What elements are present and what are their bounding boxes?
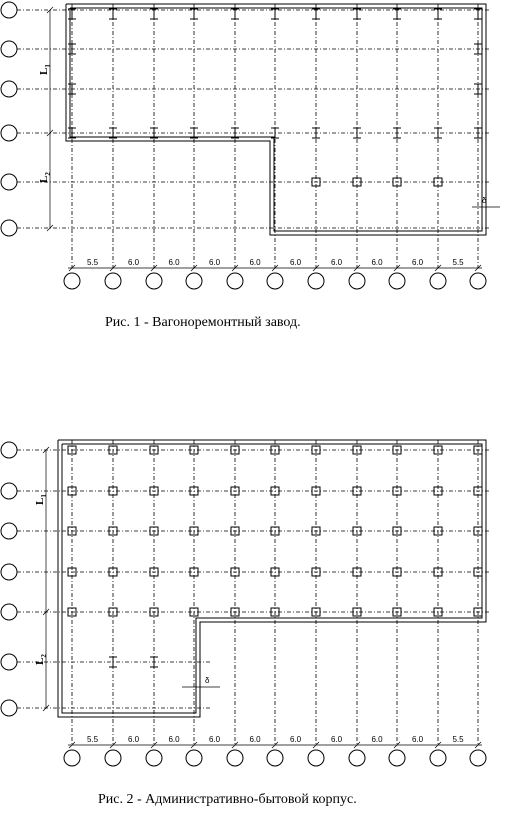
row-axis-bubble — [1, 654, 17, 670]
span-dimension-label: 6.0 — [168, 735, 180, 744]
span-dimension-label: 6.0 — [289, 258, 302, 267]
span-dimension-label: 6.0 — [411, 735, 424, 744]
column-axis-bubble — [267, 273, 283, 289]
gap-label: δ — [205, 676, 210, 685]
column-axis-bubble — [389, 750, 405, 766]
column-axis-bubble — [349, 273, 365, 289]
building-wall — [62, 444, 482, 713]
row-axis-bubble — [1, 41, 17, 57]
span-dimension-label: 5.5 — [86, 735, 99, 744]
column-axis-bubble — [430, 750, 446, 766]
row-axis-bubble — [1, 523, 17, 539]
building-wall — [58, 440, 486, 717]
column-axis-bubble — [308, 273, 324, 289]
column-axis-bubble — [349, 750, 365, 766]
row-axis-bubble — [1, 442, 17, 458]
l1-label: $L_1$ — [38, 64, 52, 75]
l2-label: $L_2$ — [34, 654, 48, 665]
row-axis-bubble — [1, 604, 17, 620]
column-axis-bubble — [146, 273, 162, 289]
l1-subscript: 1 — [40, 494, 48, 498]
span-dimension-label: 6.0 — [208, 735, 221, 744]
figure-1-caption: Рис. 1 - Вагоноремонтный завод. — [105, 315, 301, 330]
column-axis-bubble — [227, 273, 243, 289]
span-dimension-label: 6.0 — [330, 735, 343, 744]
column-axis-bubble — [470, 750, 486, 766]
span-dimension-label: 5.5 — [452, 258, 464, 267]
row-axis-bubble — [1, 564, 17, 580]
row-axis-bubble — [1, 81, 17, 97]
span-dimension-label: 6.0 — [411, 258, 424, 267]
span-dimension-label: 6.0 — [127, 735, 140, 744]
column-axis-bubble — [186, 750, 202, 766]
column-axis-bubble — [64, 273, 80, 289]
row-axis-bubble — [1, 174, 17, 190]
span-dimension-label: 6.0 — [371, 735, 383, 744]
column-axis-bubble — [146, 750, 162, 766]
building-wall — [70, 8, 482, 231]
l1-subscript: 1 — [44, 64, 52, 68]
column-axis-bubble — [267, 750, 283, 766]
span-dimension-label: 6.0 — [371, 258, 383, 267]
span-dimension-label: 6.0 — [168, 258, 180, 267]
column-axis-bubble — [470, 273, 486, 289]
span-dimension-label: 6.0 — [249, 735, 261, 744]
l2-label: $L_2$ — [38, 172, 52, 183]
figure-1 — [1, 2, 500, 289]
column-axis-bubble — [186, 273, 202, 289]
row-axis-bubble — [1, 125, 17, 141]
column-axis-bubble — [227, 750, 243, 766]
column-axis-bubble — [105, 750, 121, 766]
span-dimension-label: 5.5 — [86, 258, 99, 267]
column-axis-bubble — [105, 273, 121, 289]
column-axis-bubble — [308, 750, 324, 766]
building-wall — [66, 4, 486, 235]
column-axis-bubble — [64, 750, 80, 766]
span-dimension-label: 6.0 — [127, 258, 140, 267]
span-dimension-label: 6.0 — [289, 735, 302, 744]
row-axis-bubble — [1, 483, 17, 499]
row-axis-bubble — [1, 700, 17, 716]
l2-subscript: 2 — [44, 172, 52, 176]
figure-2 — [1, 440, 490, 766]
l1-label: $L_1$ — [34, 494, 48, 505]
row-axis-bubble — [1, 220, 17, 236]
row-axis-bubble — [1, 2, 17, 18]
gap-label: δ — [482, 196, 487, 205]
figure-2-caption: Рис. 2 - Административно-бытовой корпус. — [98, 792, 357, 807]
column-axis-bubble — [430, 273, 446, 289]
span-dimension-label: 6.0 — [208, 258, 221, 267]
column-axis-bubble — [389, 273, 405, 289]
span-dimension-label: 6.0 — [330, 258, 343, 267]
span-dimension-label: 6.0 — [249, 258, 261, 267]
span-dimension-label: 5.5 — [452, 735, 464, 744]
l2-subscript: 2 — [40, 654, 48, 658]
